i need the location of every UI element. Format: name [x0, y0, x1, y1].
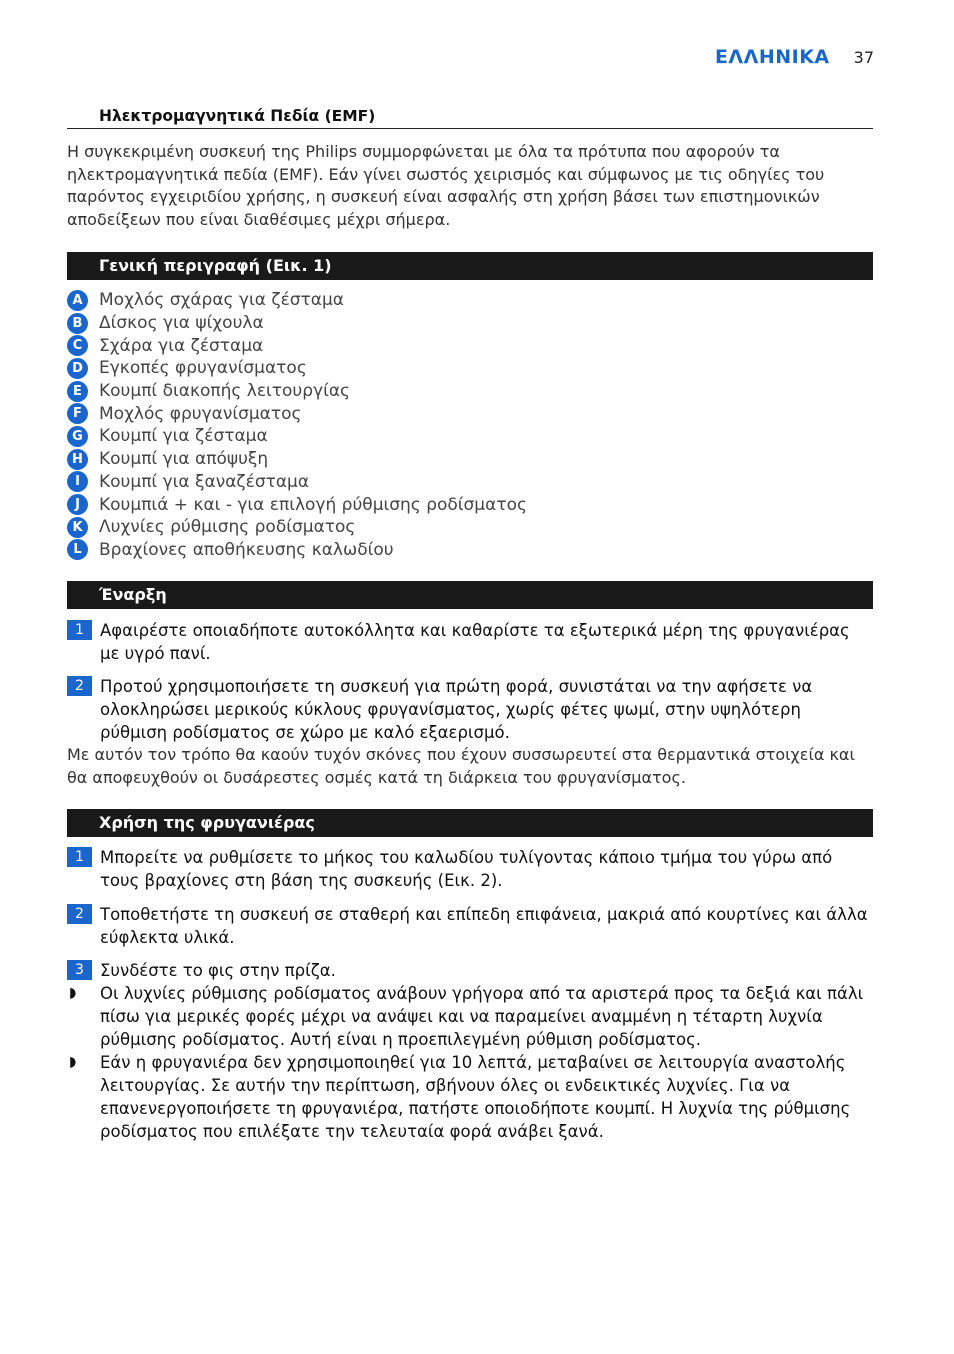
part-badge: H: [67, 449, 88, 470]
part-item-a: [67, 289, 527, 312]
step-number: 1: [67, 847, 92, 867]
part-badge: B: [67, 313, 88, 334]
page-header: [715, 46, 874, 68]
step-number: 1: [67, 620, 92, 640]
start-note-block: [67, 744, 873, 789]
part-badge: K: [67, 517, 88, 538]
part-label: Κουμπί για απόψυξη: [99, 449, 269, 470]
part-badge: G: [67, 426, 88, 447]
part-badge: J: [67, 494, 88, 515]
usage-step-3: [67, 959, 873, 982]
general-description-heading: Γενική περιγραφή (Εικ. 1): [67, 252, 873, 280]
step-text: Τοποθετήστε τη συσκευή σε σταθερή και επίπεδη επιφάνεια, μακριά από κουρτίνες και άλλα εύφλεκτα υλικά.: [100, 905, 868, 947]
part-badge: A: [67, 290, 88, 311]
emf-heading: Ηλεκτρομαγνητικά Πεδία (EMF): [67, 107, 873, 129]
parts-list: [67, 289, 527, 561]
part-label: Κουμπιά + και - για επιλογή ρύθμισης ροδίσματος: [99, 494, 527, 515]
part-label: Κουμπί για ζέσταμα: [99, 426, 268, 447]
usage-bullet-2: [67, 1051, 873, 1143]
part-label: Λυχνίες ρύθμισης ροδίσματος: [99, 517, 356, 538]
part-item-h: [67, 448, 527, 471]
part-item-b: [67, 312, 527, 335]
part-label: Εγκοπές φρυγανίσματος: [99, 358, 307, 379]
part-item-f: [67, 402, 527, 425]
getting-started-heading: Έναρξη: [67, 581, 873, 609]
start-note: Με αυτόν τον τρόπο θα καούν τυχόν σκόνες που έχουν συσσωρευτεί στα θερμαντικά στοιχεία και θα αποφευχθούν οι δυσάρεστες οσμές κατά τη διάρκεια του φρυγανίσματος.: [67, 745, 855, 787]
part-label: Μοχλός σχάρας για ζέσταμα: [99, 290, 345, 311]
step-number: 2: [67, 904, 92, 924]
part-label: Σχάρα για ζέσταμα: [99, 335, 264, 356]
step-text: Μπορείτε να ρυθμίσετε το μήκος του καλωδίου τυλίγοντας κάποιο τμήμα του γύρω από τους βραχίονες στη βάση της συσκευής (Εικ. 2).: [100, 848, 833, 890]
page-number: 37: [853, 48, 874, 67]
part-label: Βραχίονες αποθήκευσης καλωδίου: [99, 539, 394, 560]
step-text: Αφαιρέστε οποιαδήποτε αυτοκόλλητα και καθαρίστε τα εξωτερικά μέρη της φρυγανιέρας με υγρό πανί.: [100, 621, 850, 663]
part-badge: C: [67, 335, 88, 356]
usage-step-1: [67, 846, 873, 892]
part-item-k: [67, 516, 527, 539]
part-badge: F: [67, 403, 88, 424]
triangle-bullet-icon: ◗: [69, 985, 77, 1001]
part-badge: D: [67, 358, 88, 379]
part-label: Κουμπί για ξαναζέσταμα: [99, 471, 310, 492]
emf-body: Η συγκεκριμένη συσκευή της Philips συμμορφώνεται με όλα τα πρότυπα που αφορούν τα ηλεκτρομαγνητικά πεδία (EMF). Εάν γίνει σωστός χειρισμός και σύμφωνος με τις οδηγίες του παρόντος εγχειριδίου χρήσης, η συσκευή είναι ασφαλής στη χρήση βάσει των επιστημονικών αποδείξεων που είναι διαθέσιμες μέχρι σήμερα.: [67, 142, 825, 230]
emf-section: [67, 141, 873, 232]
part-item-c: [67, 334, 527, 357]
part-badge: L: [67, 539, 88, 560]
bullet-text: Οι λυχνίες ρύθμισης ροδίσματος ανάβουν γρήγορα από τα αριστερά προς τα δεξιά και πάλι πίσω για μερικές φορές μέχρι να ανάψει και να παραμείνει αναμμένη η τέταρτη λυχνία ρύθμισης ροδίσματος. Αυτή είναι η προεπιλεγμένη ρύθμιση ροδίσματος.: [100, 984, 864, 1049]
start-step-2: [67, 675, 873, 744]
part-label: Δίσκος για ψίχουλα: [99, 313, 264, 334]
bullet-text: Εάν η φρυγανιέρα δεν χρησιμοποιηθεί για 10 λεπτά, μεταβαίνει σε λειτουργία αναστολής λειτουργίας. Σε αυτήν την περίπτωση, σβήνουν όλες οι ενδεικτικές λυχνίες. Για να επανενεργοποιήσετε τη φρυγανιέρα, πατήστε οποιοδήποτε κουμπί. Η λυχνία της ρύθμισης ροδίσματος που επιλέξατε την τελευταία φορά ανάβει ξανά.: [100, 1053, 851, 1141]
start-step-1: [67, 619, 873, 665]
part-label: Μοχλός φρυγανίσματος: [99, 403, 302, 424]
part-label: Κουμπί διακοπής λειτουργίας: [99, 381, 351, 402]
part-item-g: [67, 425, 527, 448]
part-item-i: [67, 471, 527, 494]
step-number: 2: [67, 676, 92, 696]
usage-bullet-1: [67, 982, 873, 1051]
step-text: Συνδέστε το φις στην πρίζα.: [100, 961, 336, 980]
part-item-e: [67, 380, 527, 403]
usage-step-2: [67, 903, 873, 949]
part-badge: I: [67, 471, 88, 492]
language-label: ΕΛΛΗΝΙΚΑ: [714, 46, 830, 68]
step-number: 3: [67, 960, 92, 980]
part-item-l: [67, 539, 527, 562]
step-text: Προτού χρησιμοποιήσετε τη συσκευή για πρώτη φορά, συνιστάται να την αφήσετε να ολοκληρώσει μερικούς κύκλους φρυγανίσματος, χωρίς φέτες ψωμί, στην υψηλότερη ρύθμιση ροδίσματος σε χώρο με καλό εξαερισμό.: [100, 677, 813, 742]
part-item-d: [67, 357, 527, 380]
part-badge: E: [67, 381, 88, 402]
triangle-bullet-icon: ◗: [69, 1054, 77, 1070]
usage-heading: Χρήση της φρυγανιέρας: [67, 809, 873, 837]
part-item-j: [67, 493, 527, 516]
